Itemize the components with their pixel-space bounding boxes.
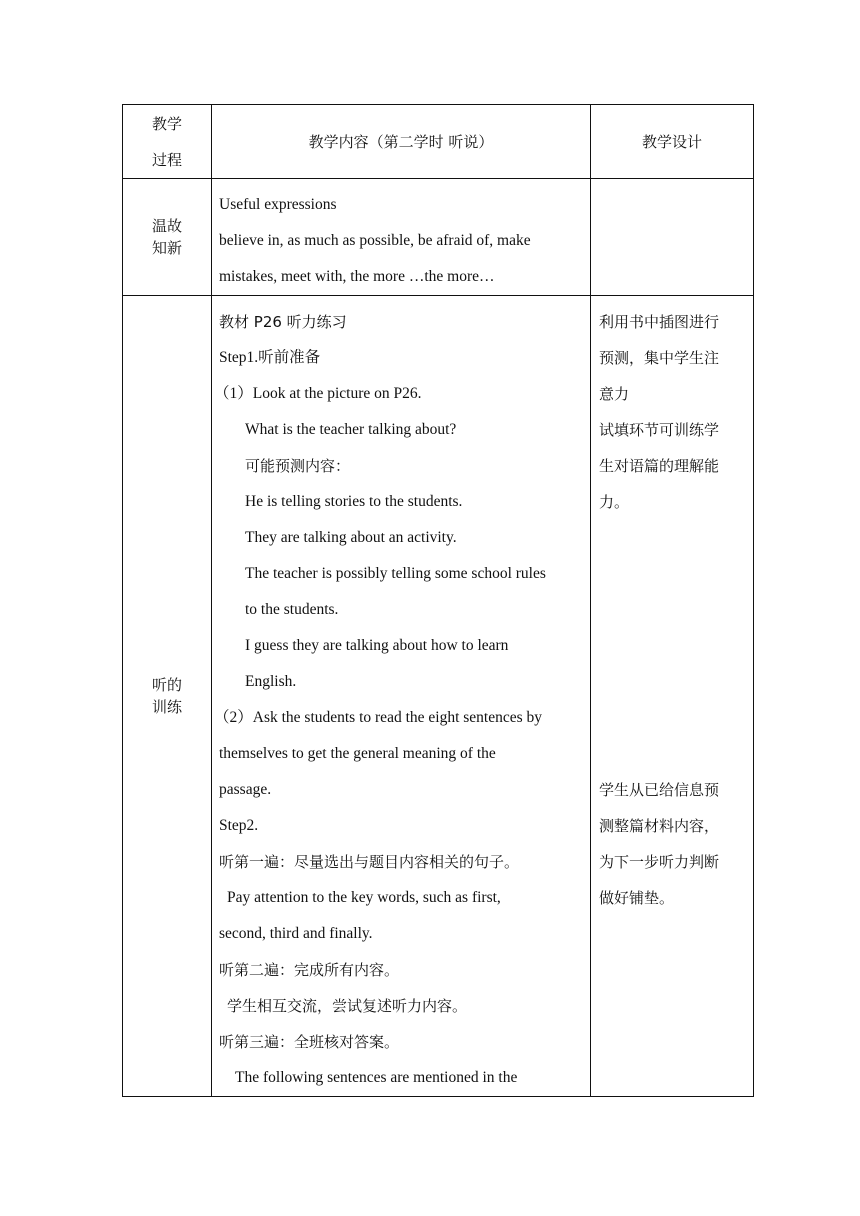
header-row (123, 105, 754, 179)
training-content-cell (212, 296, 591, 1097)
header-process-line2: 过程 (151, 150, 182, 169)
training-line: 教材 P26 听力练习 (219, 313, 347, 331)
training-line: What is the teacher talking about? (245, 421, 457, 438)
training-design-cell (591, 296, 754, 1097)
training-line: Step1.听前准备 (219, 349, 321, 366)
design-spacer (599, 520, 746, 772)
review-line: Useful expressions (219, 196, 337, 213)
training-line: themselves to get the general meaning of the (219, 745, 496, 762)
header-design-cell: 教学设计 (591, 105, 754, 179)
header-content-cell: 教学内容（第二学时 听说） (212, 105, 591, 179)
training-line: The teacher is possibly telling some school rules (245, 565, 546, 582)
training-line: 听第一遍：尽量选出与题目内容相关的句子。 (219, 853, 520, 871)
training-line: 听第三遍：全班核对答案。 (219, 1033, 400, 1051)
training-label-cell (123, 296, 212, 1097)
review-label-line1: 温故 (151, 217, 182, 235)
training-row (123, 296, 754, 1097)
training-line: Step2. (219, 817, 259, 834)
training-line: English. (245, 673, 297, 690)
training-line: （2）Ask the students to read the eight sentences by (214, 709, 543, 726)
design-line: 力。 (599, 493, 630, 511)
design-line: 做好铺垫。 (599, 889, 675, 907)
training-line: 听第二遍：完成所有内容。 (219, 961, 400, 979)
training-line: I guess they are talking about how to learn (245, 637, 509, 654)
training-line: 学生相互交流，尝试复述听力内容。 (227, 997, 468, 1015)
training-line: passage. (219, 781, 272, 798)
design-line: 意力 (599, 385, 630, 403)
training-line: （1）Look at the picture on P26. (214, 385, 422, 402)
design-line: 预测，集中学生注 (599, 349, 720, 367)
design-line: 利用书中插图进行 (599, 313, 720, 331)
training-line: 可能预测内容： (245, 457, 351, 475)
review-content-cell (212, 179, 591, 296)
header-process-cell (123, 105, 212, 179)
training-line: to the students. (245, 601, 339, 618)
review-row (123, 179, 754, 296)
training-label-line1: 听的 (151, 676, 182, 694)
training-line: The following sentences are mentioned in the (235, 1069, 518, 1086)
training-line: They are talking about an activity. (245, 529, 457, 546)
design-line: 试填环节可训练学 (599, 421, 720, 439)
design-line: 为下一步听力判断 (599, 853, 720, 871)
review-label-line2: 知新 (151, 239, 182, 257)
review-design-cell (591, 179, 754, 296)
lesson-plan-table (122, 104, 754, 1097)
training-line: Pay attention to the key words, such as first, (227, 889, 501, 906)
design-line: 生对语篇的理解能 (599, 457, 720, 475)
review-line: mistakes, meet with, the more …the more… (219, 268, 495, 285)
training-line: He is telling stories to the students. (245, 493, 463, 510)
design-line: 测整篇材料内容， (599, 817, 720, 835)
training-line: second, third and finally. (219, 925, 373, 942)
design-line: 学生从已给信息预 (599, 781, 720, 799)
training-label-line2: 训练 (151, 698, 182, 716)
review-label-cell (123, 179, 212, 296)
header-process-line1: 教学 (151, 114, 182, 133)
review-line: believe in, as much as possible, be afraid of, make (219, 232, 531, 249)
